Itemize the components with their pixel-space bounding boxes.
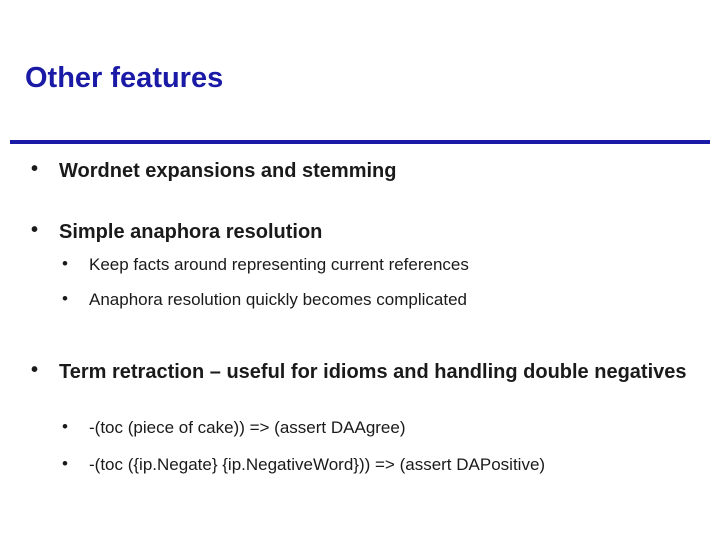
bullet-text: Term retraction – useful for idioms and handling double negatives [59,361,687,383]
bullet-item [31,160,691,182]
bullet-dot-icon: • [31,158,39,180]
sub-bullet-item [62,290,682,310]
title-divider [10,140,710,144]
bullet-dot-icon: • [31,359,39,381]
sub-bullet-text: Keep facts around representing current references [89,255,469,274]
bullet-item [31,361,691,383]
bullet-dot-icon: • [62,417,68,436]
sub-bullet-item [62,418,682,438]
sub-bullet-text: -(toc ({ip.Negate} {ip.NegativeWord})) => (assert DAPositive) [89,455,546,474]
bullet-text: Wordnet expansions and stemming [59,160,397,182]
bullet-dot-icon: • [62,454,68,473]
bullet-text: Simple anaphora resolution [59,221,323,243]
bullet-dot-icon: • [62,289,68,308]
sub-bullet-item [62,455,682,475]
bullet-dot-icon: • [31,219,39,241]
sub-bullet-text: -(toc (piece of cake)) => (assert DAAgree) [89,418,406,437]
bullet-dot-icon: • [62,254,68,273]
slide-title: Other features [25,62,224,94]
sub-bullet-item [62,255,682,275]
bullet-item [31,221,691,243]
sub-bullet-text: Anaphora resolution quickly becomes complicated [89,290,467,309]
